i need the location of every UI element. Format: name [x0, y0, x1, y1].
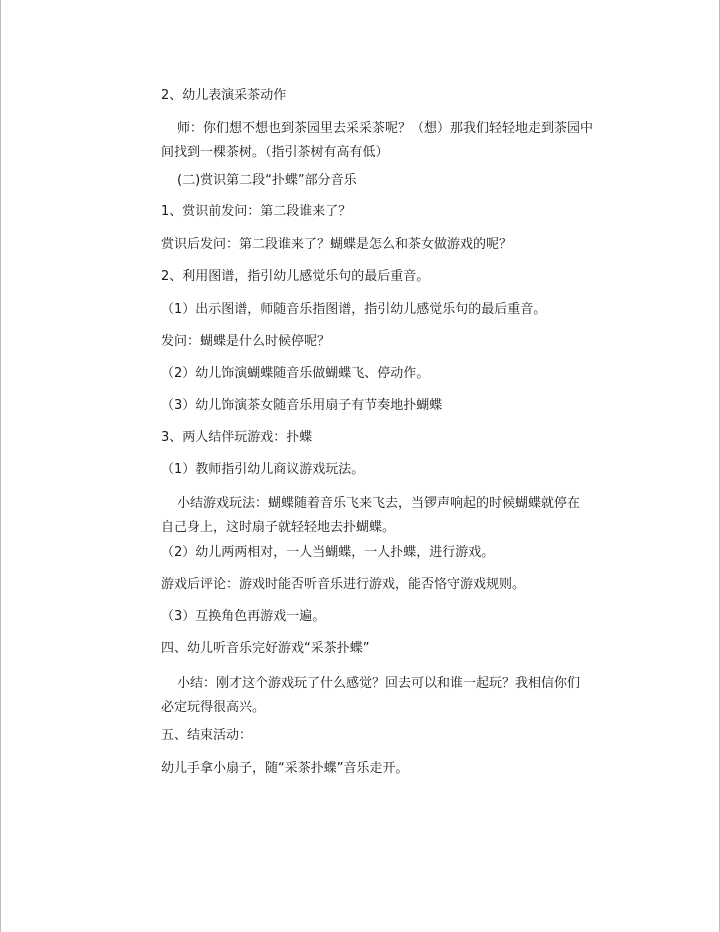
substep-discuss-rules: （1）教师指引幼儿商议游戏玩法。 [161, 462, 365, 477]
pre-listening-question: 1、赏识前发问：第二段谁来了？ [161, 204, 352, 219]
step-pair-game: 3、两人结伴玩游戏：扑蝶 [161, 430, 313, 445]
paragraph-line: 必定玩得很高兴。 [161, 700, 266, 715]
step-use-diagram: 2、利用图谱，指引幼儿感觉乐句的最后重音。 [161, 269, 430, 284]
section-heading-four: 四、幼儿听音乐完好游戏“采茶扑蝶” [161, 641, 370, 656]
paragraph-line: 间找到一棵茶树。（指引茶树有高有低） [161, 145, 389, 160]
paragraph-summary [161, 672, 591, 720]
post-listening-question: 赏识后发问：第二段谁来了？蝴蝶是怎么和茶女做游戏的呢？ [161, 237, 513, 252]
substep-pair-play: （2）幼儿两两相对，一人当蝴蝶，一人扑蝶，进行游戏。 [161, 545, 495, 560]
section-heading-two: (二)赏识第二段“扑蝶”部分音乐 [177, 173, 357, 188]
paragraph-line: 小结游戏玩法：蝴蝶随着音乐飞来飞去，当锣声响起的时候蝴蝶就停在 [177, 496, 581, 511]
substep-butterfly-role: （2）幼儿饰演蝴蝶随音乐做蝴蝶飞、停动作。 [161, 366, 430, 381]
question-butterfly-stop: 发问：蝴蝶是什么时候停呢？ [161, 334, 331, 349]
closing-activity: 幼儿手拿小扇子，随“采茶扑蝶”音乐走开。 [161, 761, 409, 776]
substep-tea-girl-role: （3）幼儿饰演茶女随音乐用扇子有节奏地扑蝴蝶 [161, 398, 443, 413]
paragraph-line: 小结：刚才这个游戏玩了什么感觉？回去可以和谁一起玩？我相信你们 [177, 676, 581, 691]
section-heading-five: 五、结束活动： [161, 728, 253, 743]
paragraph-game-summary [161, 492, 591, 540]
paragraph-line: 自己身上，这时扇子就轻轻地去扑蝴蝶。 [161, 520, 396, 535]
substep-show-diagram: （1）出示图谱，师随音乐指图谱，指引幼儿感觉乐句的最后重音。 [161, 302, 547, 317]
heading-step-2: 2、幼儿表演采茶动作 [161, 88, 287, 103]
paragraph-teacher-question [161, 117, 594, 165]
paragraph-line: 师：你们想不想也到茶园里去采采茶呢？（想）那我们轻轻地走到茶园中 [177, 121, 594, 136]
post-game-comment: 游戏后评论：游戏时能否听音乐进行游戏，能否恪守游戏规则。 [161, 577, 526, 592]
substep-switch-roles: （3）互换角色再游戏一遍。 [161, 609, 326, 624]
